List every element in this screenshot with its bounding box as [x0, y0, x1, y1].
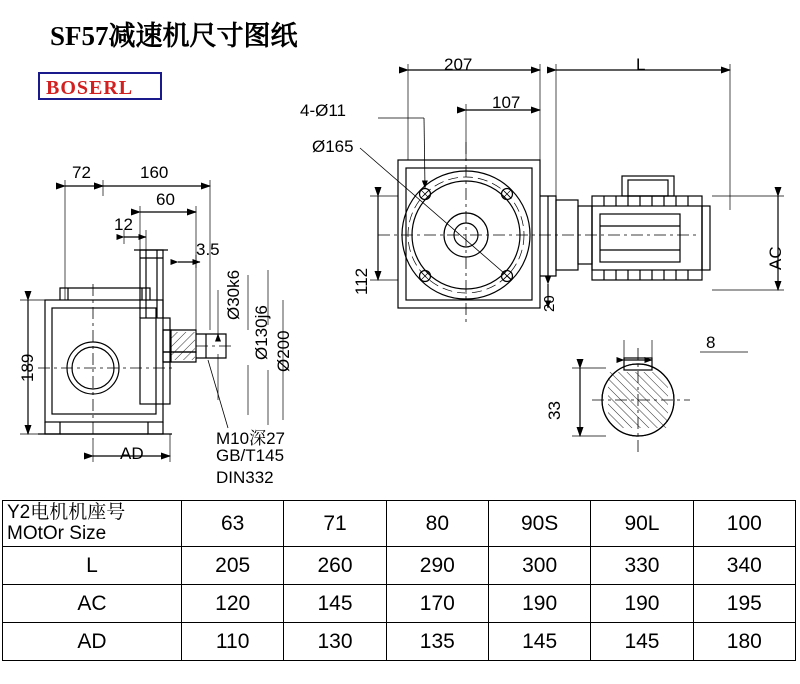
dim-60-label: 60	[156, 190, 175, 209]
dim-AC-label: AC	[766, 246, 785, 270]
dim-AD-label: AD	[120, 444, 144, 463]
dim-D30k6-label: Ø30k6	[224, 269, 243, 320]
row-header-L: L	[3, 547, 182, 585]
cell-L-90s: 300	[488, 547, 590, 585]
table-row	[3, 585, 796, 623]
cell-L-100: 340	[693, 547, 795, 585]
cell-AC-71: 145	[284, 585, 386, 623]
dim-107-label: 107	[492, 93, 521, 112]
dim-D200-label: Ø200	[274, 330, 293, 372]
table-row	[3, 501, 796, 547]
dim-12-label: 12	[114, 215, 133, 234]
note-standard-gb: GB/T145	[216, 446, 285, 465]
note-standard-din: DIN332	[216, 468, 274, 487]
cell-AC-80: 170	[386, 585, 488, 623]
cell-AD-71: 130	[284, 623, 386, 661]
cell-AC-90s: 190	[488, 585, 590, 623]
dim-L-label: L	[636, 55, 646, 74]
cell-size-63: 63	[182, 501, 284, 547]
row-header-AD: AD	[3, 623, 182, 661]
row-header-AC: AC	[3, 585, 182, 623]
dim-20-label: 20	[541, 295, 558, 312]
row-header-line1: Y2电机机座号	[7, 502, 126, 523]
dim-D165-label: Ø165	[312, 137, 354, 156]
cell-AC-90l: 190	[591, 585, 693, 623]
dim-33-label: 33	[545, 401, 564, 420]
page-title: SF57减速机尺寸图纸	[50, 21, 298, 51]
dim-189-label: 189	[18, 353, 37, 382]
note-thread: M10深27	[216, 429, 285, 448]
cell-size-80: 80	[386, 501, 488, 547]
cell-AD-90s: 145	[488, 623, 590, 661]
table-row	[3, 547, 796, 585]
dim-8-label: 8	[706, 333, 716, 352]
cell-size-71: 71	[284, 501, 386, 547]
cell-L-90l: 330	[591, 547, 693, 585]
row-header-line2: MOtOr Size	[7, 522, 107, 544]
dim-3p5-label: 3.5	[196, 240, 220, 259]
cell-size-90l: 90L	[591, 501, 693, 547]
cell-L-63: 205	[182, 547, 284, 585]
dim-112-label: 112	[352, 267, 371, 295]
cell-AD-63: 110	[182, 623, 284, 661]
cell-AD-80: 135	[386, 623, 488, 661]
cell-AC-100: 195	[693, 585, 795, 623]
cell-L-80: 290	[386, 547, 488, 585]
row-header-motor-size	[3, 501, 182, 547]
dim-D130j6-label: Ø130j6	[252, 305, 271, 360]
cell-L-71: 260	[284, 547, 386, 585]
dim-160-label: 160	[140, 163, 169, 182]
cell-AD-100: 180	[693, 623, 795, 661]
cell-AD-90l: 145	[591, 623, 693, 661]
cell-size-100: 100	[693, 501, 795, 547]
dim-72-label: 72	[72, 163, 91, 182]
cell-size-90s: 90S	[488, 501, 590, 547]
brand-logo: BOSERL	[46, 77, 134, 99]
table-row	[3, 623, 796, 661]
cell-AC-63: 120	[182, 585, 284, 623]
dim-4xD11-label: 4-Ø11	[300, 101, 346, 120]
specification-table	[2, 500, 796, 661]
dim-207-label: 207	[444, 55, 473, 74]
